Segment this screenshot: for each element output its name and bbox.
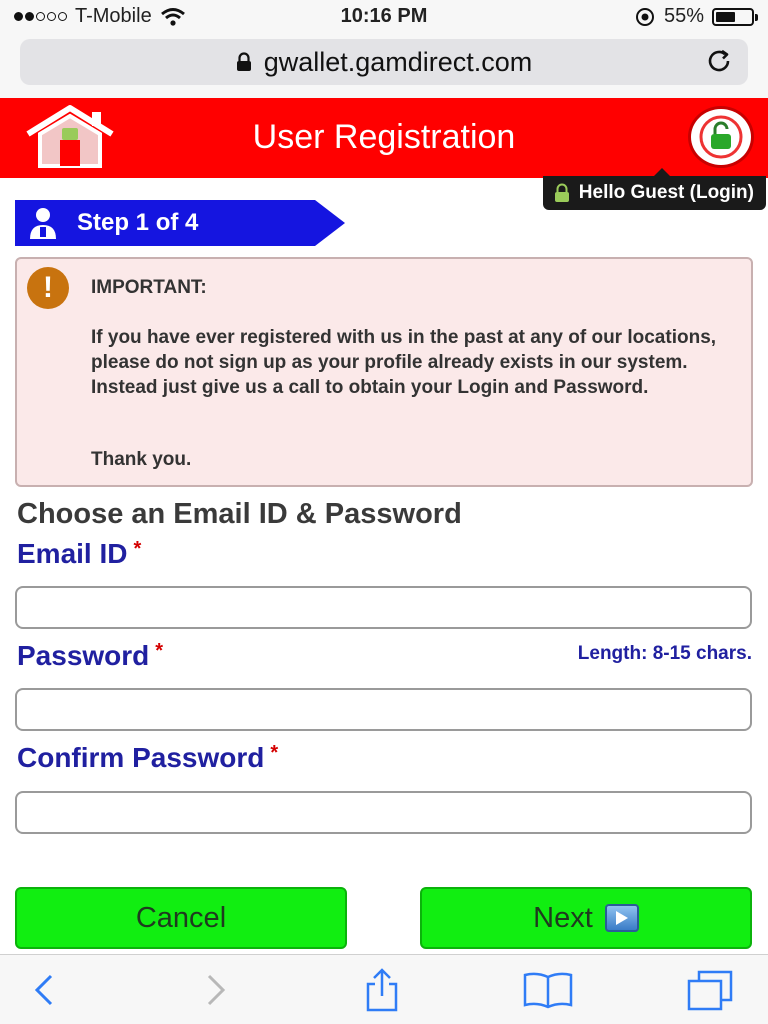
section-title: Choose an Email ID & Password <box>17 498 462 530</box>
email-label-text: Email ID <box>17 538 128 569</box>
warning-icon: ! <box>27 267 69 309</box>
password-label-text: Password <box>17 640 150 671</box>
required-mark: * <box>133 538 142 560</box>
forward-icon[interactable] <box>186 965 246 1015</box>
tabs-icon[interactable] <box>680 965 740 1015</box>
password-length-hint: Length: 8-15 chars. <box>577 643 752 664</box>
cancel-button[interactable] <box>15 887 347 949</box>
important-notice <box>15 257 753 487</box>
password-label <box>17 640 163 672</box>
browser-address-area <box>0 34 768 98</box>
power-lock-icon[interactable] <box>688 106 754 168</box>
battery-fill <box>716 12 735 22</box>
app-header <box>0 98 768 178</box>
required-mark: * <box>270 742 279 764</box>
clock: 10:16 PM <box>340 5 428 27</box>
carrier-name: T-Mobile <box>75 5 152 27</box>
confirm-password-label <box>17 742 278 774</box>
confirm-password-field[interactable] <box>15 791 752 834</box>
lock-icon <box>553 183 571 203</box>
email-field[interactable] <box>15 586 752 629</box>
reload-icon[interactable] <box>704 46 734 76</box>
password-field[interactable] <box>15 688 752 731</box>
cancel-button-label: Cancel <box>135 901 227 934</box>
notice-thanks: Thank you. <box>91 449 192 470</box>
next-button-label: Next <box>533 901 593 934</box>
address-bar[interactable] <box>20 39 748 85</box>
page-title: User Registration <box>252 118 516 156</box>
next-button[interactable] <box>420 887 752 949</box>
login-tag-label: Hello Guest (Login) <box>578 182 754 203</box>
confirm-password-label-text: Confirm Password <box>17 742 265 773</box>
lock-icon <box>236 52 252 72</box>
browser-toolbar <box>0 954 768 1024</box>
back-icon[interactable] <box>14 965 74 1015</box>
user-icon <box>25 205 61 241</box>
step-label: Step 1 of 4 <box>77 209 199 236</box>
login-tag[interactable] <box>543 176 766 210</box>
status-bar <box>0 0 768 34</box>
share-icon[interactable] <box>352 965 412 1015</box>
play-icon <box>605 904 639 932</box>
email-label <box>17 538 141 570</box>
battery-percent: 55% <box>663 5 704 27</box>
url-text: gwallet.gamdirect.com <box>263 46 533 77</box>
step-indicator <box>15 200 345 246</box>
status-right <box>634 5 754 28</box>
bookmarks-icon[interactable] <box>518 965 578 1015</box>
notice-body: If you have ever registered with us in the past at any of our locations, please do not sign up as your profile already exists in our system. Instead just give us a call to obtain your Login and Password. <box>91 327 717 398</box>
required-mark: * <box>155 640 164 662</box>
notice-heading: IMPORTANT: <box>91 277 207 298</box>
location-icon <box>634 6 656 28</box>
battery-icon <box>712 8 754 26</box>
